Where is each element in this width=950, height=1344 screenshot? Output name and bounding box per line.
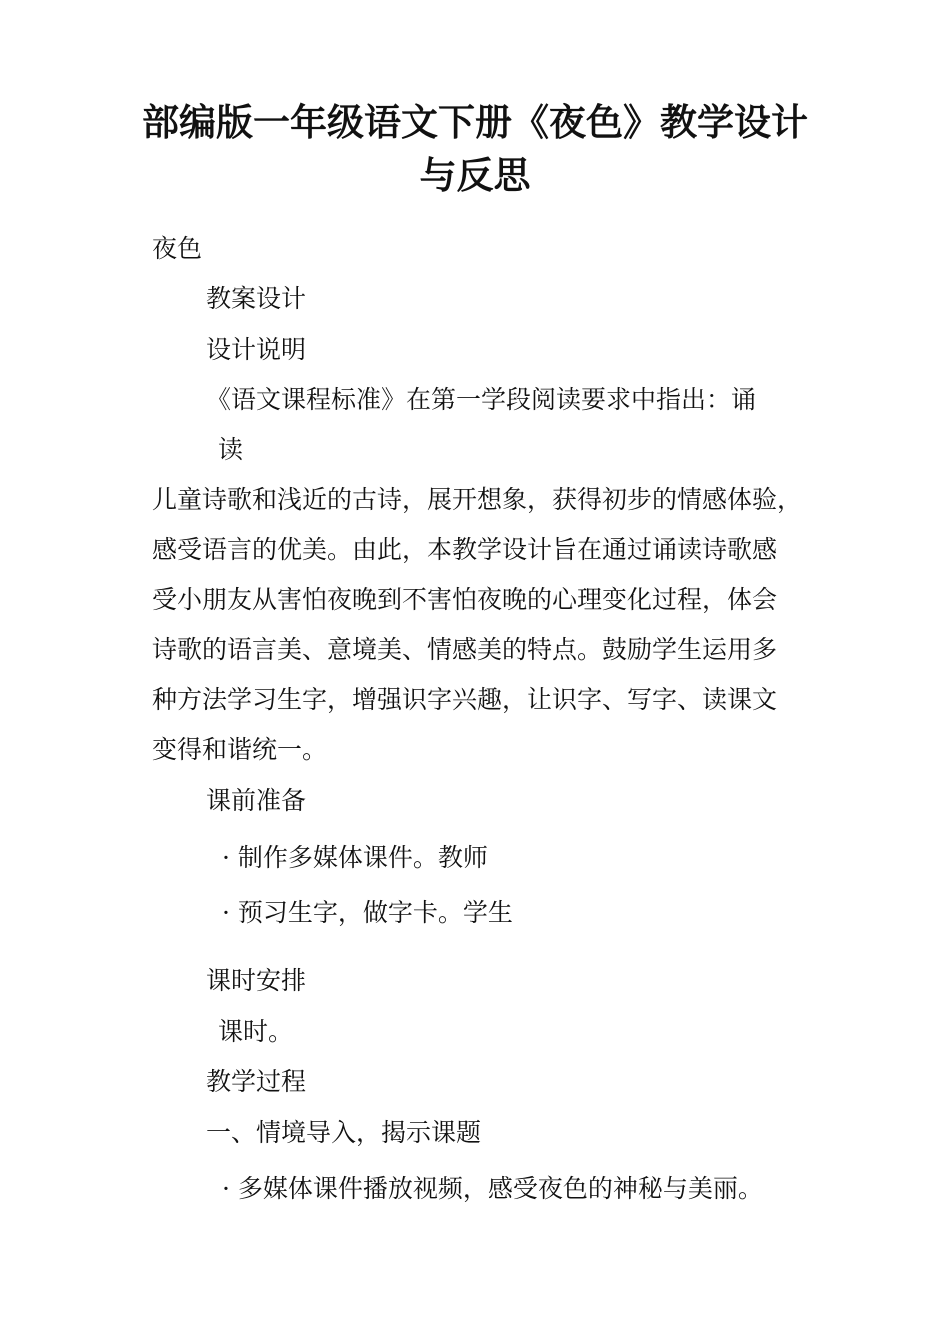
prep-heading: 课前准备 (206, 786, 307, 815)
schedule-heading: 课时安排 (206, 966, 307, 995)
schedule-value: 课时。 (218, 1017, 294, 1046)
list-item: · 多媒体课件播放视频，感受夜色的神秘与美丽。 (222, 1174, 763, 1203)
document-title-line-2: 与反思 (419, 154, 531, 197)
paragraph-line: 《语文课程标准》在第一学段阅读要求中指出：诵 (206, 385, 757, 414)
design-note-heading: 设计说明 (206, 335, 307, 364)
paragraph-line: 感受语言的优美。由此，本教学设计旨在通过诵读诗歌感 (152, 535, 778, 564)
list-item: · 预习生字，做字卡。学生 (222, 898, 513, 927)
paragraph-line: 读 (218, 435, 244, 464)
paragraph-line: 种方法学习生字，增强识字兴趣，让识字、写字、读课文 (152, 685, 778, 714)
paragraph-line: 诗歌的语言美、意境美、情感美的特点。鼓励学生运用多 (152, 635, 778, 664)
paragraph-line: 儿童诗歌和浅近的古诗，展开想象，获得初步的情感体验， (152, 485, 803, 514)
step-heading: 一、情境导入，揭示课题 (206, 1118, 482, 1147)
list-item: · 制作多媒体课件。教师 (222, 843, 488, 872)
paragraph-line: 变得和谐统一。 (152, 735, 328, 764)
process-heading: 教学过程 (206, 1067, 307, 1096)
document-title-line-1: 部编版一年级语文下册《夜色》教学设计 (142, 101, 808, 144)
section-name: 夜色 (152, 234, 203, 263)
lesson-design-heading: 教案设计 (206, 284, 307, 313)
paragraph-line: 受小朋友从害怕夜晚到不害怕夜晚的心理变化过程，体会 (152, 585, 778, 614)
